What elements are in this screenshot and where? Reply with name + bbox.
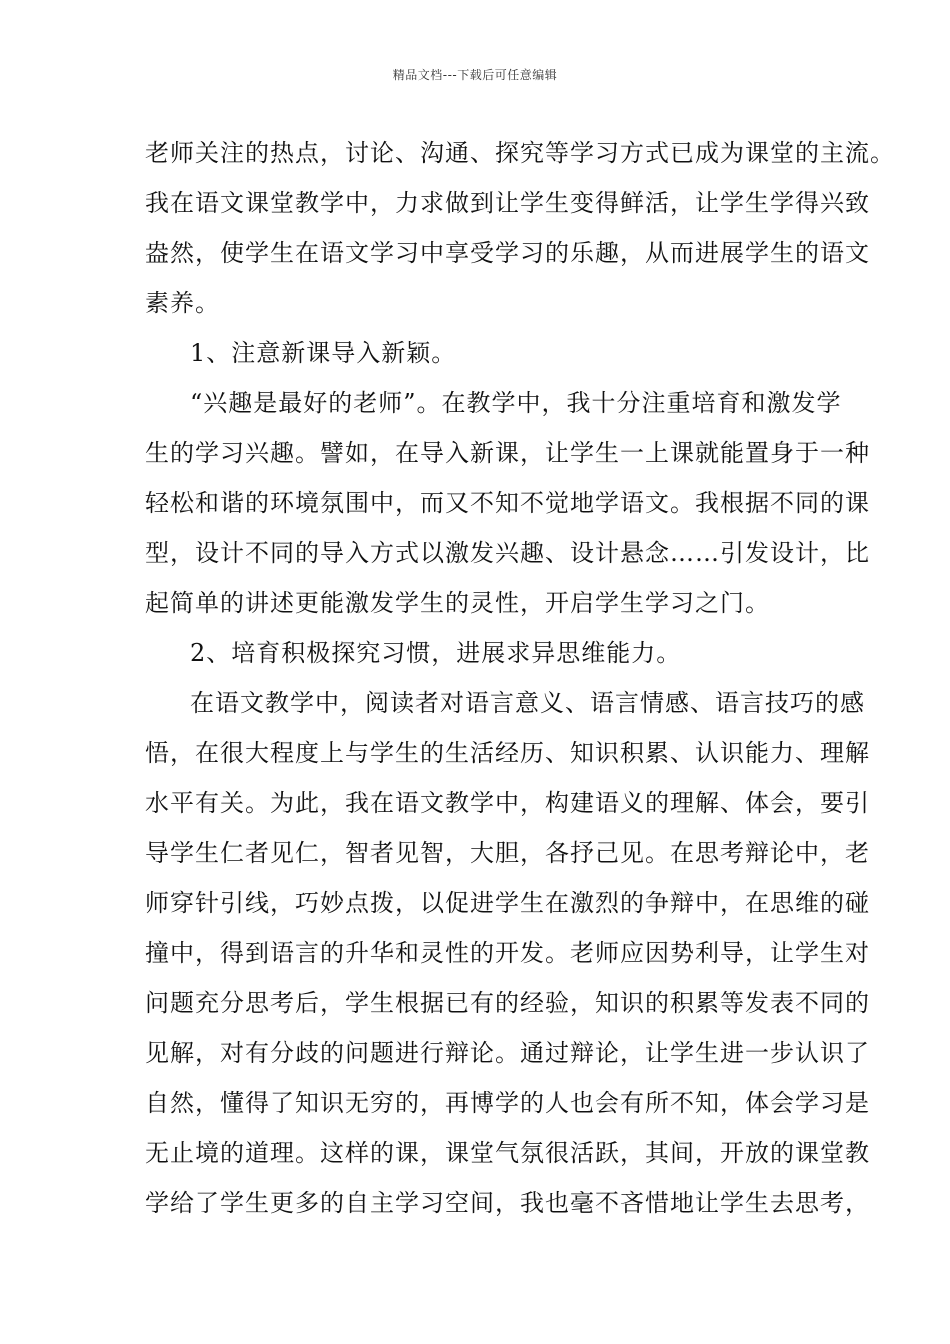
text-line: 老师关注的热点，讨论、沟通、探究等学习方式已成为课堂的主流。 xyxy=(145,139,895,167)
text-line: 2、培育积极探究习惯，进展求异思维能力。 xyxy=(190,639,682,667)
text-line: 1、注意新课导入新颖。 xyxy=(190,339,457,367)
text-line: 我在语文课堂教学中，力求做到让学生变得鲜活，让学生学得兴致 xyxy=(145,189,870,217)
text-line: 学给了学生更多的自主学习空间，我也毫不吝惜地让学生去思考， xyxy=(145,1189,870,1217)
text-line: 水平有关。为此，我在语文教学中，构建语义的理解、体会，要引 xyxy=(145,789,870,817)
text-line: 型，设计不同的导入方式以激发兴趣、设计悬念……引发设计，比 xyxy=(145,539,870,567)
text-line: 撞中，得到语言的升华和灵性的开发。老师应因势利导，让学生对 xyxy=(145,939,870,967)
document-body xyxy=(145,128,895,1228)
text-line: 见解，对有分歧的问题进行辩论。通过辩论，让学生进一步认识了 xyxy=(145,1039,870,1067)
text-line: 在语文教学中，阅读者对语言意义、语言情感、语言技巧的感 xyxy=(190,689,865,717)
text-line: 素养。 xyxy=(145,289,220,317)
text-line: 无止境的道理。这样的课，课堂气氛很活跃，其间，开放的课堂教 xyxy=(145,1139,870,1167)
text-line: 自然，懂得了知识无穷的，再博学的人也会有所不知，体会学习是 xyxy=(145,1089,870,1117)
page-header: 精品文档---下载后可任意编辑 xyxy=(392,68,558,82)
text-line: 悟，在很大程度上与学生的生活经历、知识积累、认识能力、理解 xyxy=(145,739,870,767)
text-line: 问题充分思考后，学生根据已有的经验，知识的积累等发表不同的 xyxy=(145,989,870,1017)
text-line: 盎然，使学生在语文学习中享受学习的乐趣，从而进展学生的语文 xyxy=(145,239,870,267)
text-line: 生的学习兴趣。譬如，在导入新课，让学生一上课就能置身于一种 xyxy=(145,439,870,467)
text-line: 起简单的讲述更能激发学生的灵性，开启学生学习之门。 xyxy=(145,589,770,617)
text-line: 师穿针引线，巧妙点拨，以促进学生在激烈的争辩中，在思维的碰 xyxy=(145,889,870,917)
text-line: “兴趣是最好的老师”。在教学中，我十分注重培育和激发学 xyxy=(190,389,842,417)
text-line: 轻松和谐的环境氛围中，而又不知不觉地学语文。我根据不同的课 xyxy=(145,489,870,517)
text-line: 导学生仁者见仁，智者见智，大胆，各抒己见。在思考辩论中，老 xyxy=(145,839,870,867)
